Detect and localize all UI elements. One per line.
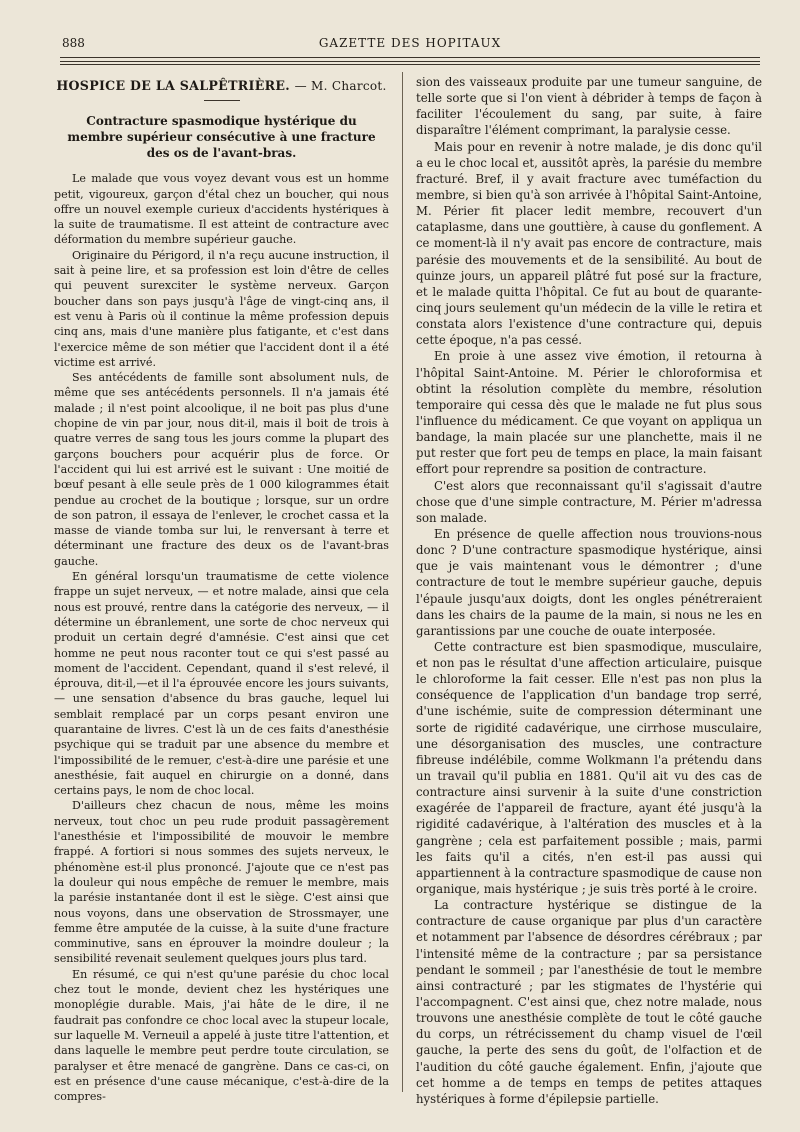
page-number: 888: [62, 36, 85, 50]
paragraph-continuation: sion des vaisseaux produite par une tumeur sanguine, de telle sorte que si l'on vient à débrider à temps de façon à faciliter l'écoulement du sang, par suite, à faire disparaître l'élément comprimant, la paralysie cesse.: [416, 75, 762, 138]
header-rule: [60, 64, 760, 65]
page-header: [60, 32, 760, 56]
title-divider: [204, 100, 240, 101]
article-author: — M. Charcot.: [294, 79, 387, 93]
paragraph: En proie à une assez vive émotion, il retourna à l'hôpital Saint-Antoine. M. Périer le chloroformisa et obtint la résolution complète du membre, résolution temporaire qui cessa dès que le malade ne fut plus sous l'influence du médicament. Ce que voyant on appliqua un bandage, la main placée sur une planchette, mais il ne put rester que fort peu de temps en place, la main faisant effort pour reprendre sa position de contracture.: [416, 349, 762, 477]
paragraph: La contracture hystérique se distingue de la contracture de cause organique par plus d'un caractère et notamment par l'absence de désordres cérébraux ; par l'intensité même de la contracture ; par sa persistance pendant le sommeil ; par l'anesthésie de tout le membre ainsi contracturé ; par les stigmates de l'hystérie qui l'accompagnent. C'est ainsi que, chez notre malade, nous trouvons une anesthésie complète de tout le côté gauche du corps, un rétrécissement du champ visuel de l'œil gauche, la perte des sens du goût, de l'olfaction et de l'audition du côté gauche également. Enfin, j'ajoute que cet homme a de temps en temps de petites attaques hystériques à forme d'épilepsie partielle.: [416, 898, 762, 1106]
paragraph: C'est alors que reconnaissant qu'il s'agissait d'autre chose que d'une simple contracture, M. Périer m'adressa son malade.: [416, 478, 762, 525]
paragraph: Le malade que vous voyez devant vous est un homme petit, vigoureux, garçon d'étal chez un boucher, qui nous offre un nouvel exemple curieux d'accidents hystériques à la suite de traumatisme. Il est atteint de contracture avec déformation du membre supérieur gauche.: [54, 172, 389, 247]
column-divider: [402, 72, 403, 1092]
paragraph: D'ailleurs chez chacun de nous, même les moins nerveux, tout choc un peu rude produit passagèrement l'anesthésie et l'impossibilité de mouvoir le membre frappé. A fortiori si nous sommes des sujets nerveux, le phénomène est-il plus prononcé. J'ajoute que ce n'est pas la douleur qui nous empêche de remuer le membre, mais la parésie instantanée dont il est le siège. C'est ainsi que nous voyons, dans une observation de Strossmayer, une femme être amputée de la cuisse, à la suite d'une fracture comminutive, sans en éprouver la moindre douleur ; la sensibilité revenait seulement quelques jours plus tard.: [54, 799, 389, 966]
paragraph: En résumé, ce qui n'est qu'une parésie du choc local chez tout le monde, devient chez les hystériques une monoplégie durable. Mais, j'ai hâte de le dire, il ne faudrait pas confondre ce choc local avec la stupeur locale, sur laquelle M. Verneuil a appelé à juste titre l'attention, et dans laquelle le membre peut perdre toute circulation, se paralyser et être menacé de gangrène. Dans ce cas-ci, on est en présence d'une cause mécanique, c'est-à-dire de la compres-: [54, 967, 389, 1104]
paragraph: En général lorsqu'un traumatisme de cette violence frappe un sujet nerveux, — et notre malade, ainsi que cela nous est prouvé, rentre dans la catégorie des nerveux, — il détermine un ébranlement, une sorte de choc nerveux qui produit un certain degré d'amnésie. C'est ainsi que cet homme ne peut nous raconter tout ce qui s'est passé au moment de l'accident. Cependant, quand il s'est relevé, il éprouva, dit-il,—et il l'a éprouvée encore les jours suivants, — une sensation d'absence du bras gauche, lequel lui semblait remplacé par un corps pesant environ une quarantaine de livres. C'est là un de ces faits d'anesthésie psychique qui se traduit par une absence du membre et l'impossibilité de le remuer, c'est-à-dire une parésie et une anesthésie, fait auquel en chirurgie on a donné, dans certains pays, le nom de choc local.: [54, 570, 389, 798]
header-rule: [60, 61, 760, 62]
running-title: GAZETTE DES HOPITAUX: [318, 36, 502, 50]
article-subtitle: Contracture spasmodique hystérique du membre supérieur consécutive à une fracture des os de l'avant-bras.: [67, 114, 376, 161]
article-title: [54, 78, 389, 94]
paragraph: Mais pour en revenir à notre malade, je dis donc qu'il a eu le choc local et, aussitôt après, la parésie du membre fracturé. Bref, il y avait fracture avec tuméfaction du membre, si bien qu'à son arrivée à l'hôpital Saint-Antoine, M. Périer fit placer ledit membre, recouvert d'un cataplasme, dans une gouttière, à cause du gonflement. A ce moment-là il n'y avait pas encore de contracture, mais parésie des mouvements et de la sensibilité. Au bout de quinze jours, un appareil plâtré fut posé sur la fracture, et le malade quitta l'hôpital. Ce fut au bout de quarante-cinq jours seulement qu'un médecin de la ville le retira et constata alors l'existence d'une contracture qui, depuis cette époque, n'a pas cessé.: [416, 139, 762, 348]
right-column: [416, 74, 762, 1107]
paragraph: En présence de quelle affection nous trouvions-nous donc ? D'une contracture spasmodique hystérique, ainsi que je vais maintenant vous le démontrer ; d'une contracture de tout le membre supérieur gauche, depuis l'épaule jusqu'aux doigts, dont les ongles pénétreraient dans les chairs de la paume de la main, si nous ne les en garantissions par une couche de ouate interposée.: [416, 526, 762, 638]
header-rule: [60, 57, 760, 58]
paragraph: Originaire du Périgord, il n'a reçu aucune instruction, il sait à peine lire, et sa profession est loin d'être de celles qui peuvent surexciter le système nerveux. Garçon boucher dans son pays jusqu'à l'âge de vingt-cinq ans, il est venu à Paris où il continue la même profession depuis cinq ans, mais d'une manière plus fatigante, et c'est dans l'exercice même de son métier que l'accident dont il a été victime est arrivé.: [54, 248, 389, 369]
paragraph: Ses antécédents de famille sont absolument nuls, de même que ses antécédents personnels. Il n'a jamais été malade ; il n'est point alcoolique, il ne boit pas plus d'une chopine de vin par jour, nous dit-il, mais il boit de trois à quatre verres de sang tous les jours comme la plupart des garçons bouchers pour acquérir plus de force. Or l'accident qui lui est arrivé est le suivant : Une moitié de bœuf pesant à elle seule près de 1 000 kilogrammes était pendue au crochet de la boutique ; lorsque, sur un ordre de son patron, il essaya de l'enlever, le crochet cassa et la masse de viande tomba sur lui, le renversant à terre et déterminant une fracture des deux os de l'avant-bras gauche.: [54, 371, 389, 568]
article-title-text: HOSPICE DE LA SALPÊTRIÈRE.: [56, 78, 290, 93]
left-column: [54, 74, 389, 1104]
paragraph: Cette contracture est bien spasmodique, musculaire, et non pas le résultat d'une affection articulaire, puisque le chloroforme la fait cesser. Elle n'est pas non plus la conséquence de l'application d'un bandage trop serré, d'une ischémie, suite de compression déterminant une sorte de rigidité cadavérique, une cirrhose musculaire, une désorganisation des muscles, une contracture fibreuse indélébile, comme Wolkmann l'a prétendu dans un travail qu'il publia en 1881. Qu'il ait vu des cas de contracture ainsi survenir à la suite d'une constriction exagérée de l'appareil de fracture, ayant été jusqu'à la rigidité cadavérique, à l'altération des muscles et à la gangrène ; cela est parfaitement possible ; mais, parmi les faits qu'il a cités, n'en est-il pas aussi qui appartiennent à la contracture spasmodique de cause non organique, mais hystérique ; je suis très porté à le croire.: [416, 639, 762, 897]
